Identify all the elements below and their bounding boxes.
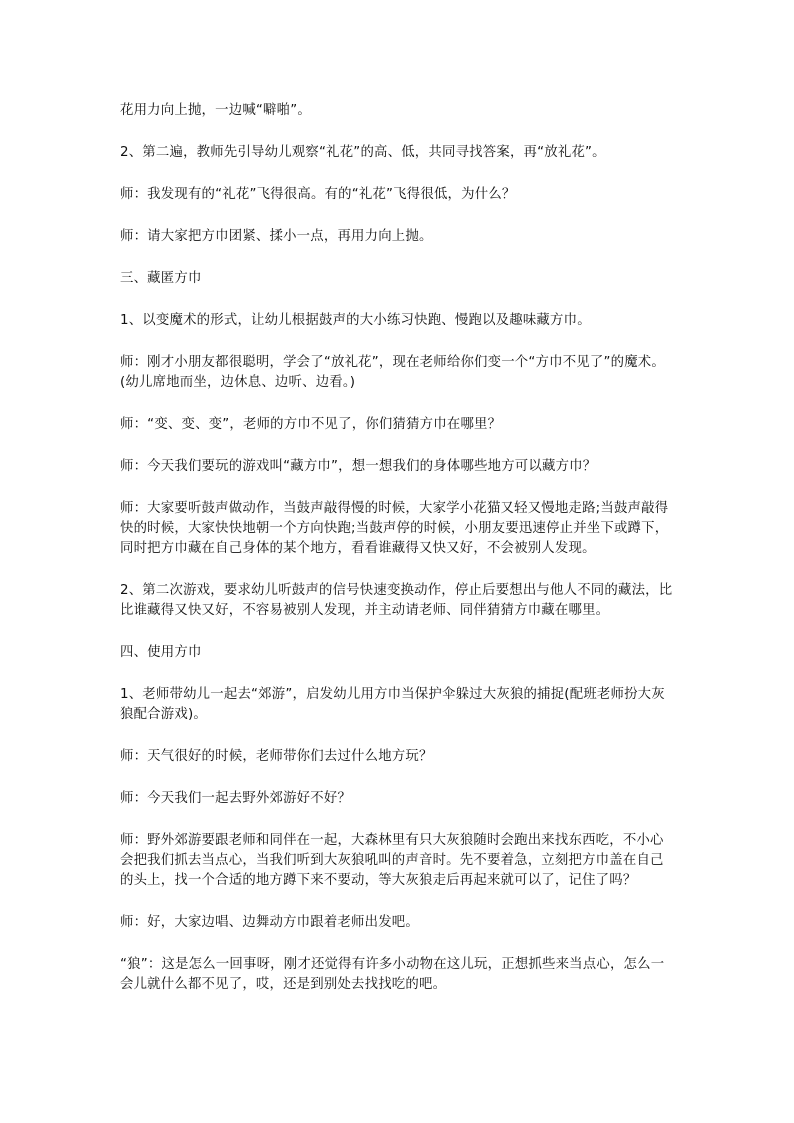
section-heading-4: 四、使用方巾 xyxy=(120,645,202,660)
paragraph-1: 花用力向上抛，一边喊“噼啪”。 xyxy=(120,103,311,118)
paragraph-16: 师：野外郊游要跟老师和同伴在一起，大森林里有只大灰狼随时会跑出来找东西吃，不小心会把我们抓去当点心，当我们听到大灰狼吼叫的声音时。先不要着急，立刻把方巾盖在自己的头上，找一个合适的地方蹲下来不要动，等大灰狼走后再起来就可以了，记住了吗？ xyxy=(120,833,664,888)
paragraph-9: 师：今天我们要玩的游戏叫“藏方巾”，想一想我们的身体哪些地方可以藏方巾？ xyxy=(120,459,597,474)
paragraph-10: 师：大家要听鼓声做动作，当鼓声敲得慢的时候，大家学小花猫又轻又慢地走路;当鼓声敲得快的时候，大家快快地朝一个方向快跑;当鼓声停的时候，小朋友要迅速停止并坐下或蹲下，同时把方巾藏在自己身体的某个地方，看看谁藏得又快又好，不会被别人发现。 xyxy=(120,501,669,556)
paragraph-7: 师：刚才小朋友都很聪明，学会了“放礼花”，现在老师给你们变一个“方巾不见了”的魔术。(幼儿席地而坐，边休息、边听、边看。) xyxy=(120,355,665,390)
paragraph-15: 师：今天我们一起去野外郊游好不好？ xyxy=(120,791,352,806)
paragraph-8: 师：“变、变、变”，老师的方巾不见了，你们猜猜方巾在哪里？ xyxy=(120,417,502,432)
paragraph-13: 1、老师带幼儿一起去“郊游”，启发幼儿用方巾当保护伞躲过大灰狼的捕捉(配班老师扮大灰狼配合游戏)。 xyxy=(120,687,665,722)
section-heading-3: 三、藏匿方巾 xyxy=(120,271,202,286)
paragraph-3: 师：我发现有的“礼花”飞得很高。有的“礼花”飞得很低，为什么？ xyxy=(120,187,516,202)
paragraph-14: 师：天气很好的时候，老师带你们去过什么地方玩？ xyxy=(120,749,433,764)
paragraph-11: 2、第二次游戏，要求幼儿听鼓声的信号快速变换动作，停止后要想出与他人不同的藏法，比比谁藏得又快又好，不容易被别人发现，并主动请老师、同伴猜猜方巾藏在哪里。 xyxy=(120,583,673,618)
paragraph-2: 2、第二遍，教师先引导幼儿观察“礼花”的高、低，共同寻找答案，再“放礼花”。 xyxy=(120,145,606,160)
paragraph-4: 师：请大家把方巾团紧、揉小一点，再用力向上抛。 xyxy=(120,229,433,244)
paragraph-6: 1、以变魔术的形式，让幼儿根据鼓声的大小练习快跑、慢跑以及趣味藏方巾。 xyxy=(120,313,591,328)
paragraph-17: 师：好，大家边唱、边舞动方巾跟着老师出发吧。 xyxy=(120,915,419,930)
paragraph-18: “狼”：这是怎么一回事呀，刚才还觉得有许多小动物在这儿玩，正想抓些来当点心，怎么一会儿就什么都不见了，哎，还是到别处去找找吃的吧。 xyxy=(120,957,665,992)
